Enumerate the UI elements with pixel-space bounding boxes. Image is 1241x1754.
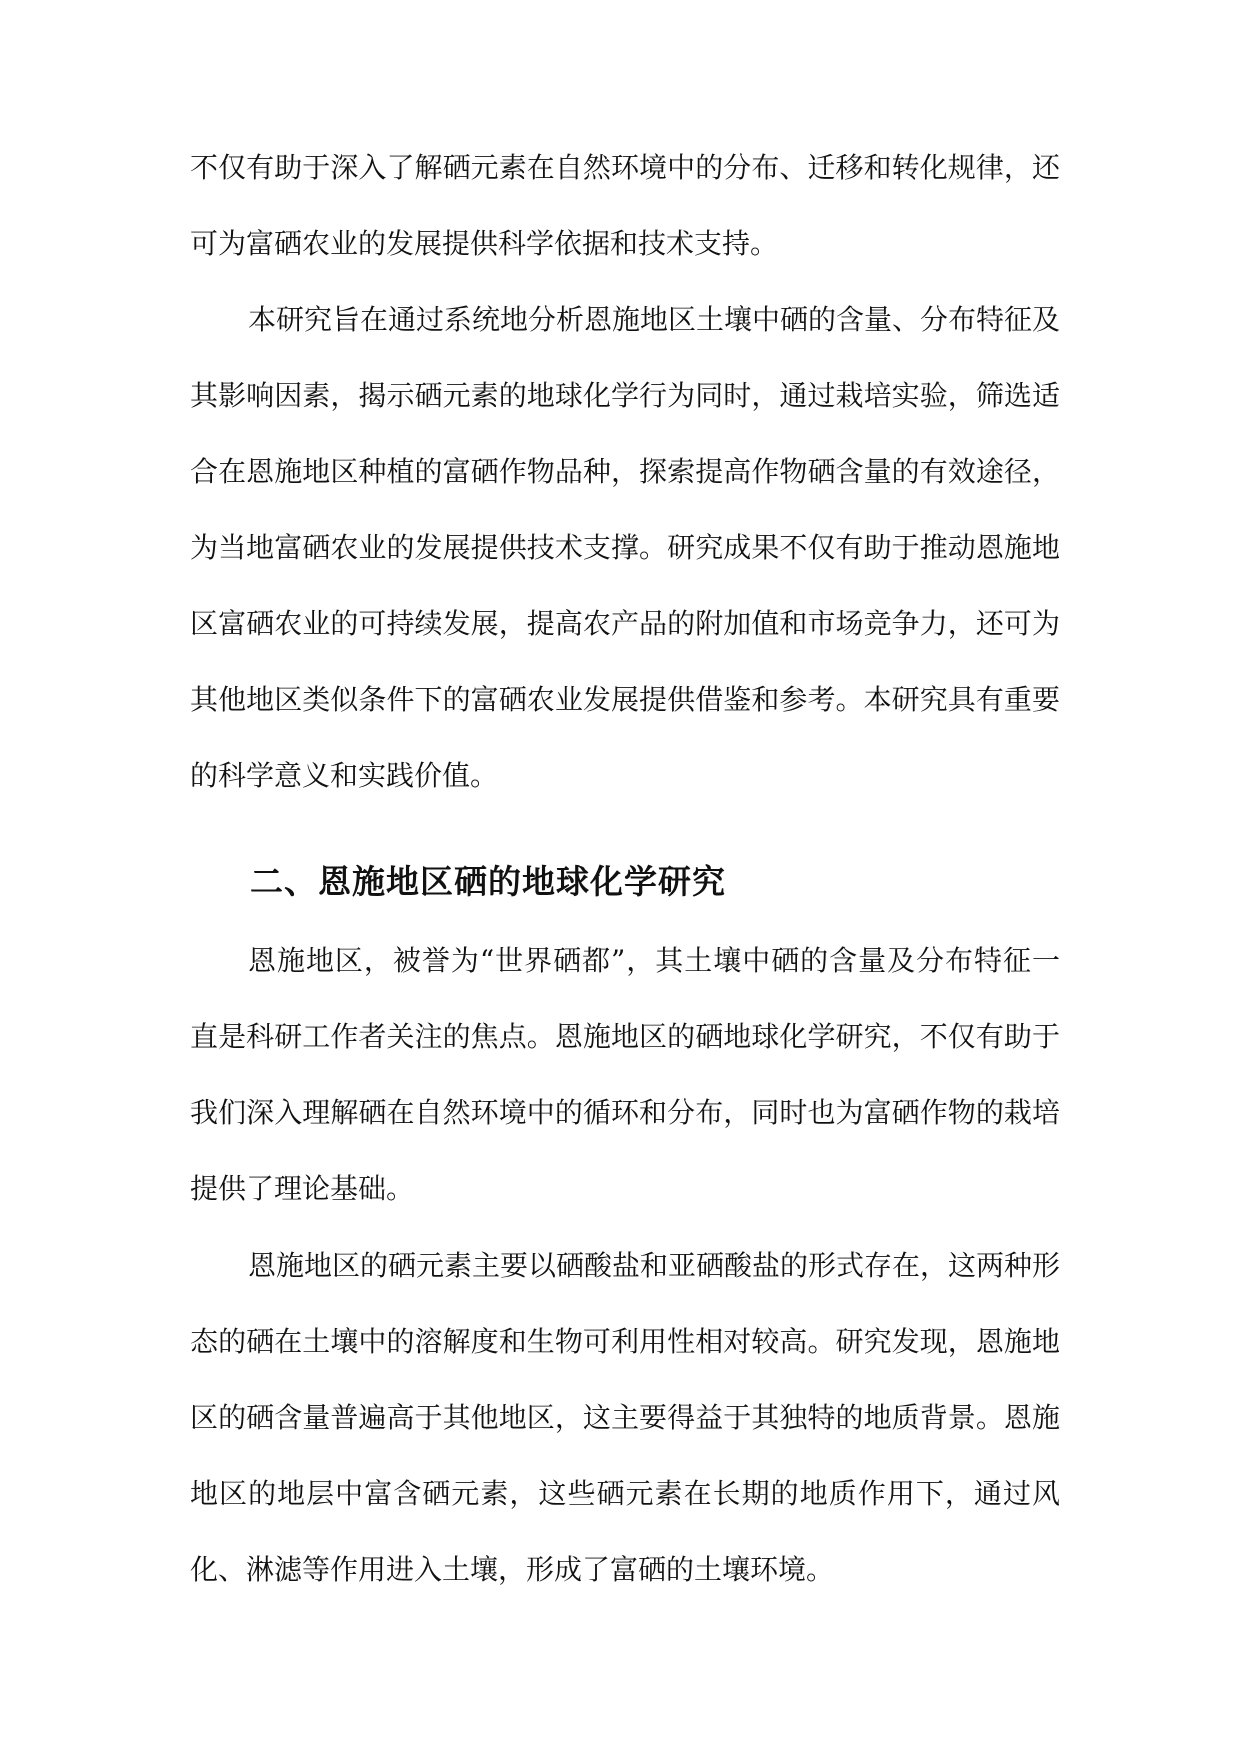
paragraph-enshi-intro: 恩施地区，被誉为“世界硒都”，其土壤中硒的含量及分布特征一直是科研工作者关注的焦点。恩施地区的硒地球化学研究，不仅有助于我们深入理解硒在自然环境中的循环和分布，同时也为富硒作物的栽培提供了理论基础。 [190,944,1060,1205]
section-heading: 二、恩施地区硒的地球化学研究 [250,862,726,901]
paragraph-selenium-forms: 恩施地区的硒元素主要以硒酸盐和亚硒酸盐的形式存在，这两种形态的硒在土壤中的溶解度和生物可利用性相对较高。研究发现，恩施地区的硒含量普遍高于其他地区，这主要得益于其独特的地质背景。恩施地区的地层中富含硒元素，这些硒元素在长期的地质作用下，通过风化、淋滤等作用进入土壤，形成了富硒的土壤环境。 [190,1249,1061,1586]
paragraph-research-aim: 本研究旨在通过系统地分析恩施地区土壤中硒的含量、分布特征及其影响因素，揭示硒元素的地球化学行为同时，通过栽培实验，筛选适合在恩施地区种植的富硒作物品种，探索提高作物硒含量的有效途径，为当地富硒农业的发展提供技术支撑。研究成果不仅有助于推动恩施地区富硒农业的可持续发展，提高农产品的附加值和市场竞争力，还可为其他地区类似条件下的富硒农业发展提供借鉴和参考。本研究具有重要的科学意义和实践价值。 [190,303,1061,792]
paragraph-continuation: 不仅有助于深入了解硒元素在自然环境中的分布、迁移和转化规律，还可为富硒农业的发展提供科学依据和技术支持。 [190,151,1060,260]
